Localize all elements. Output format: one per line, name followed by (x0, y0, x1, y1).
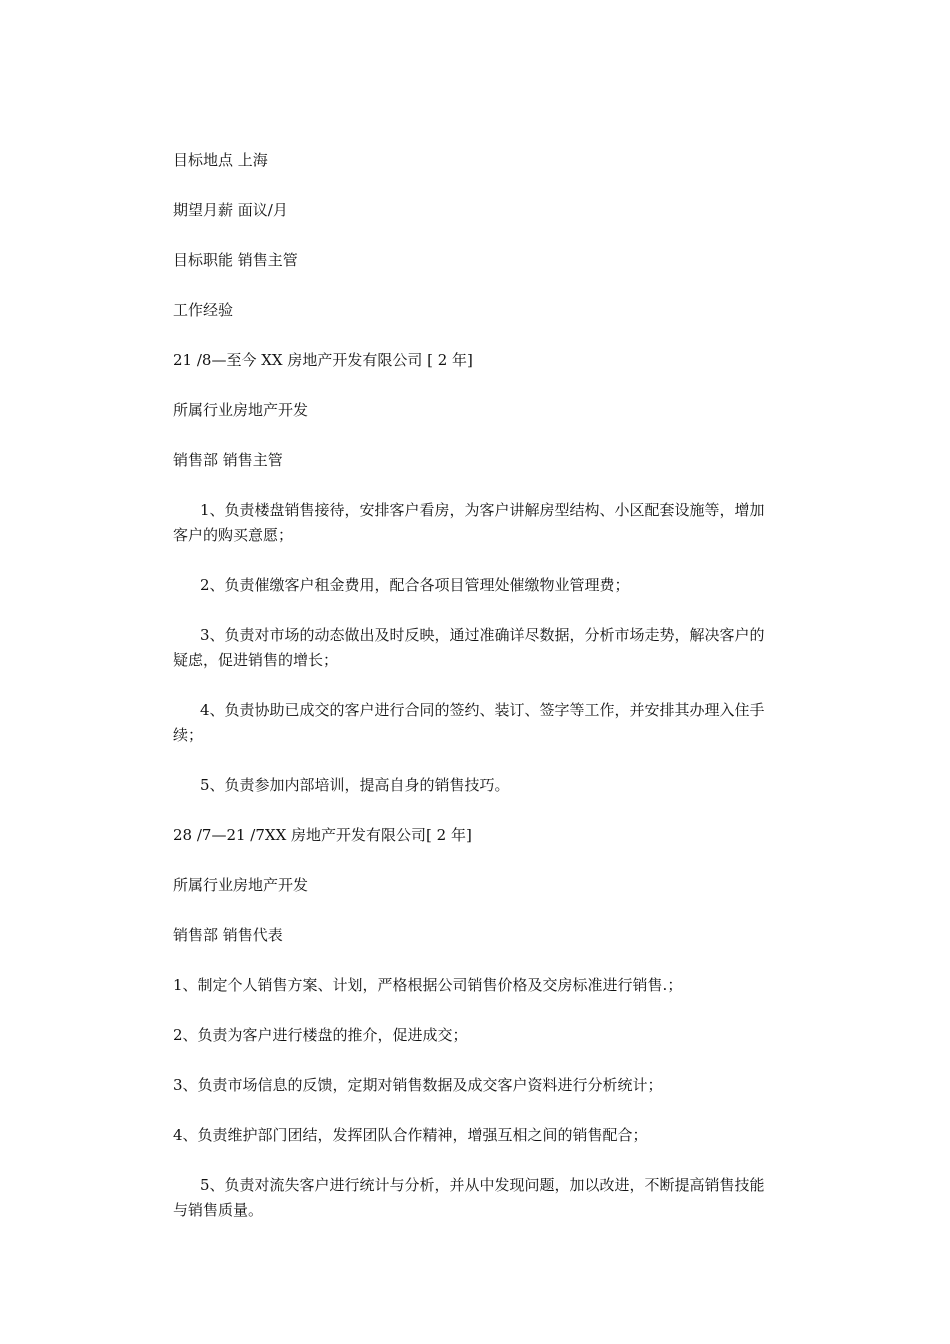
job1-duty-2-line1: 2、负责催缴客户租金费用，配合各项目管理处催缴物业管理费； (200, 576, 630, 594)
job2-duty-5 (173, 1173, 813, 1223)
job1-duty-1 (173, 498, 813, 548)
job2-duty-2-line1: 2、负责为客户进行楼盘的推介，促进成交； (173, 1026, 468, 1044)
job2-duty-3-line1: 3、负责市场信息的反馈，定期对销售数据及成交客户资料进行分析统计； (173, 1076, 663, 1094)
job2-duty-4 (173, 1123, 813, 1148)
job1-duty-5-line1: 5、负责参加内部培训，提高自身的销售技巧。 (200, 776, 510, 794)
job2-period: 28 /7—21 /7XX 房地产开发有限公司[ 2 年] (173, 826, 472, 844)
job2-duty-3 (173, 1073, 813, 1098)
job2-duty-1-line1: 1、制定个人销售方案、计划，严格根据公司销售价格及交房标准进行销售.； (173, 976, 683, 994)
target-location: 目标地点 上海 (173, 151, 268, 169)
job1-duty-2 (173, 573, 813, 598)
job2-industry: 所属行业房地产开发 (173, 876, 309, 894)
job1-duty-4-line1: 4、负责协助已成交的客户进行合同的签约、装订、签字等工作，并安排其办理入住手 (200, 701, 765, 719)
job1-duty-1-line2: 客户的购买意愿； (173, 526, 294, 544)
job1-duty-1-line1: 1、负责楼盘销售接待，安排客户看房，为客户讲解房型结构、小区配套设施等，增加 (200, 501, 765, 519)
job1-duty-3-line1: 3、负责对市场的动态做出及时反映，通过准确详尽数据，分析市场走势，解决客户的 (200, 626, 765, 644)
job1-duty-3 (173, 623, 813, 673)
expected-salary: 期望月薪 面议/月 (173, 201, 288, 219)
job1-duty-3-line2: 疑虑，促进销售的增长； (173, 651, 339, 669)
job2-dept-title: 销售部 销售代表 (173, 926, 283, 944)
resume-content (173, 148, 813, 1248)
job1-period: 21 /8—至今 XX 房地产开发有限公司 [ 2 年] (173, 351, 473, 369)
target-position: 目标职能 销售主管 (173, 251, 298, 269)
work-experience-heading: 工作经验 (173, 301, 234, 319)
job1-dept-title: 销售部 销售主管 (173, 451, 283, 469)
job2-duty-5-line1: 5、负责对流失客户进行统计与分析，并从中发现问题，加以改进，不断提高销售技能 (200, 1176, 765, 1194)
job1-duty-4 (173, 698, 813, 748)
job2-duty-4-line1: 4、负责维护部门团结，发挥团队合作精神，增强互相之间的销售配合； (173, 1126, 648, 1144)
job1-industry: 所属行业房地产开发 (173, 401, 309, 419)
job2-duty-5-line2: 与销售质量。 (173, 1201, 264, 1219)
job2-duty-1 (173, 973, 813, 998)
job1-duty-5 (173, 773, 813, 798)
job2-duty-2 (173, 1023, 813, 1048)
job1-duty-4-line2: 续； (173, 726, 204, 744)
